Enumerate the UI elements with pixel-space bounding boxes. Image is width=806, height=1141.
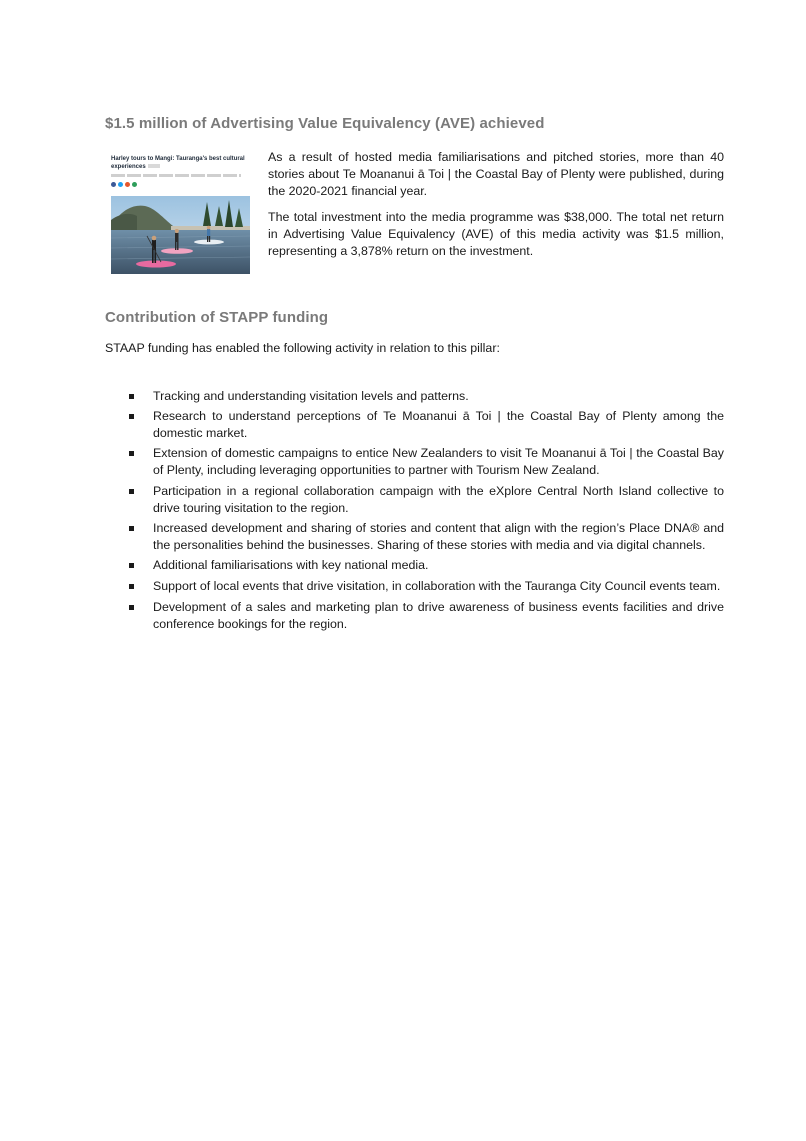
section-heading-ave: $1.5 million of Advertising Value Equivalency (AVE) achieved [105, 115, 545, 132]
bullet-square-icon [129, 526, 134, 531]
list-item: Increased development and sharing of stories and content that align with the region’s Place DNA® and the personalities behind the businesses. Sharing of these stories with media and via digital channels. [153, 520, 724, 554]
email-icon [125, 182, 130, 187]
ave-paragraph-1: As a result of hosted media familiarisations and pitched stories, more than 40 stories about Te Moananui ā Toi | the Coastal Bay of Plenty were published, during the 2020-2021 financial year. [268, 150, 724, 198]
list-item: Tracking and understanding visitation levels and patterns. [153, 388, 724, 405]
list-item: Extension of domestic campaigns to entice New Zealanders to visit Te Moananui ā Toi | the Coastal Bay of Plenty, including leveraging opportunities to partner with Tourism New Zealand. [153, 445, 724, 479]
list-item: Research to understand perceptions of Te Moananui ā Toi | the Coastal Bay of Plenty among the domestic market. [153, 408, 724, 442]
ave-paragraph-2: The total investment into the media programme was $38,000. The total net return in Advertising Value Equivalency (AVE) of this media activity was $1.5 million, representing a 3,878% return on the investment. [268, 210, 724, 258]
list-item: Development of a sales and marketing plan to drive awareness of business events facilities and drive conference bookings for the region. [153, 599, 724, 633]
bullet-square-icon [129, 563, 134, 568]
bullet-square-icon [129, 414, 134, 419]
list-item: Support of local events that drive visitation, in collaboration with the Tauranga City Council events team. [153, 578, 724, 595]
list-item: Additional familiarisations with key national media. [153, 557, 724, 574]
bullet-square-icon [129, 584, 134, 589]
bullet-square-icon [129, 489, 134, 494]
paddleboard-photo [111, 196, 250, 274]
bullet-square-icon [129, 394, 134, 399]
clipping-headline: Harley tours to Mangi: Tauranga's best cultural experiences [111, 156, 245, 170]
bullet-square-icon [129, 605, 134, 610]
twitter-icon [118, 182, 123, 187]
stapp-intro: STAAP funding has enabled the following activity in relation to this pillar: [105, 341, 500, 355]
list-item: Participation in a regional collaboration campaign with the eXplore Central North Island collective to drive touring visitation to the region. [153, 483, 724, 517]
news-clipping-image [110, 152, 250, 274]
bullet-square-icon [129, 451, 134, 456]
clipping-byline [111, 174, 241, 177]
whatsapp-icon [132, 182, 137, 187]
share-icons [111, 182, 137, 188]
section-heading-stapp: Contribution of STAPP funding [105, 309, 329, 326]
facebook-icon [111, 182, 116, 187]
